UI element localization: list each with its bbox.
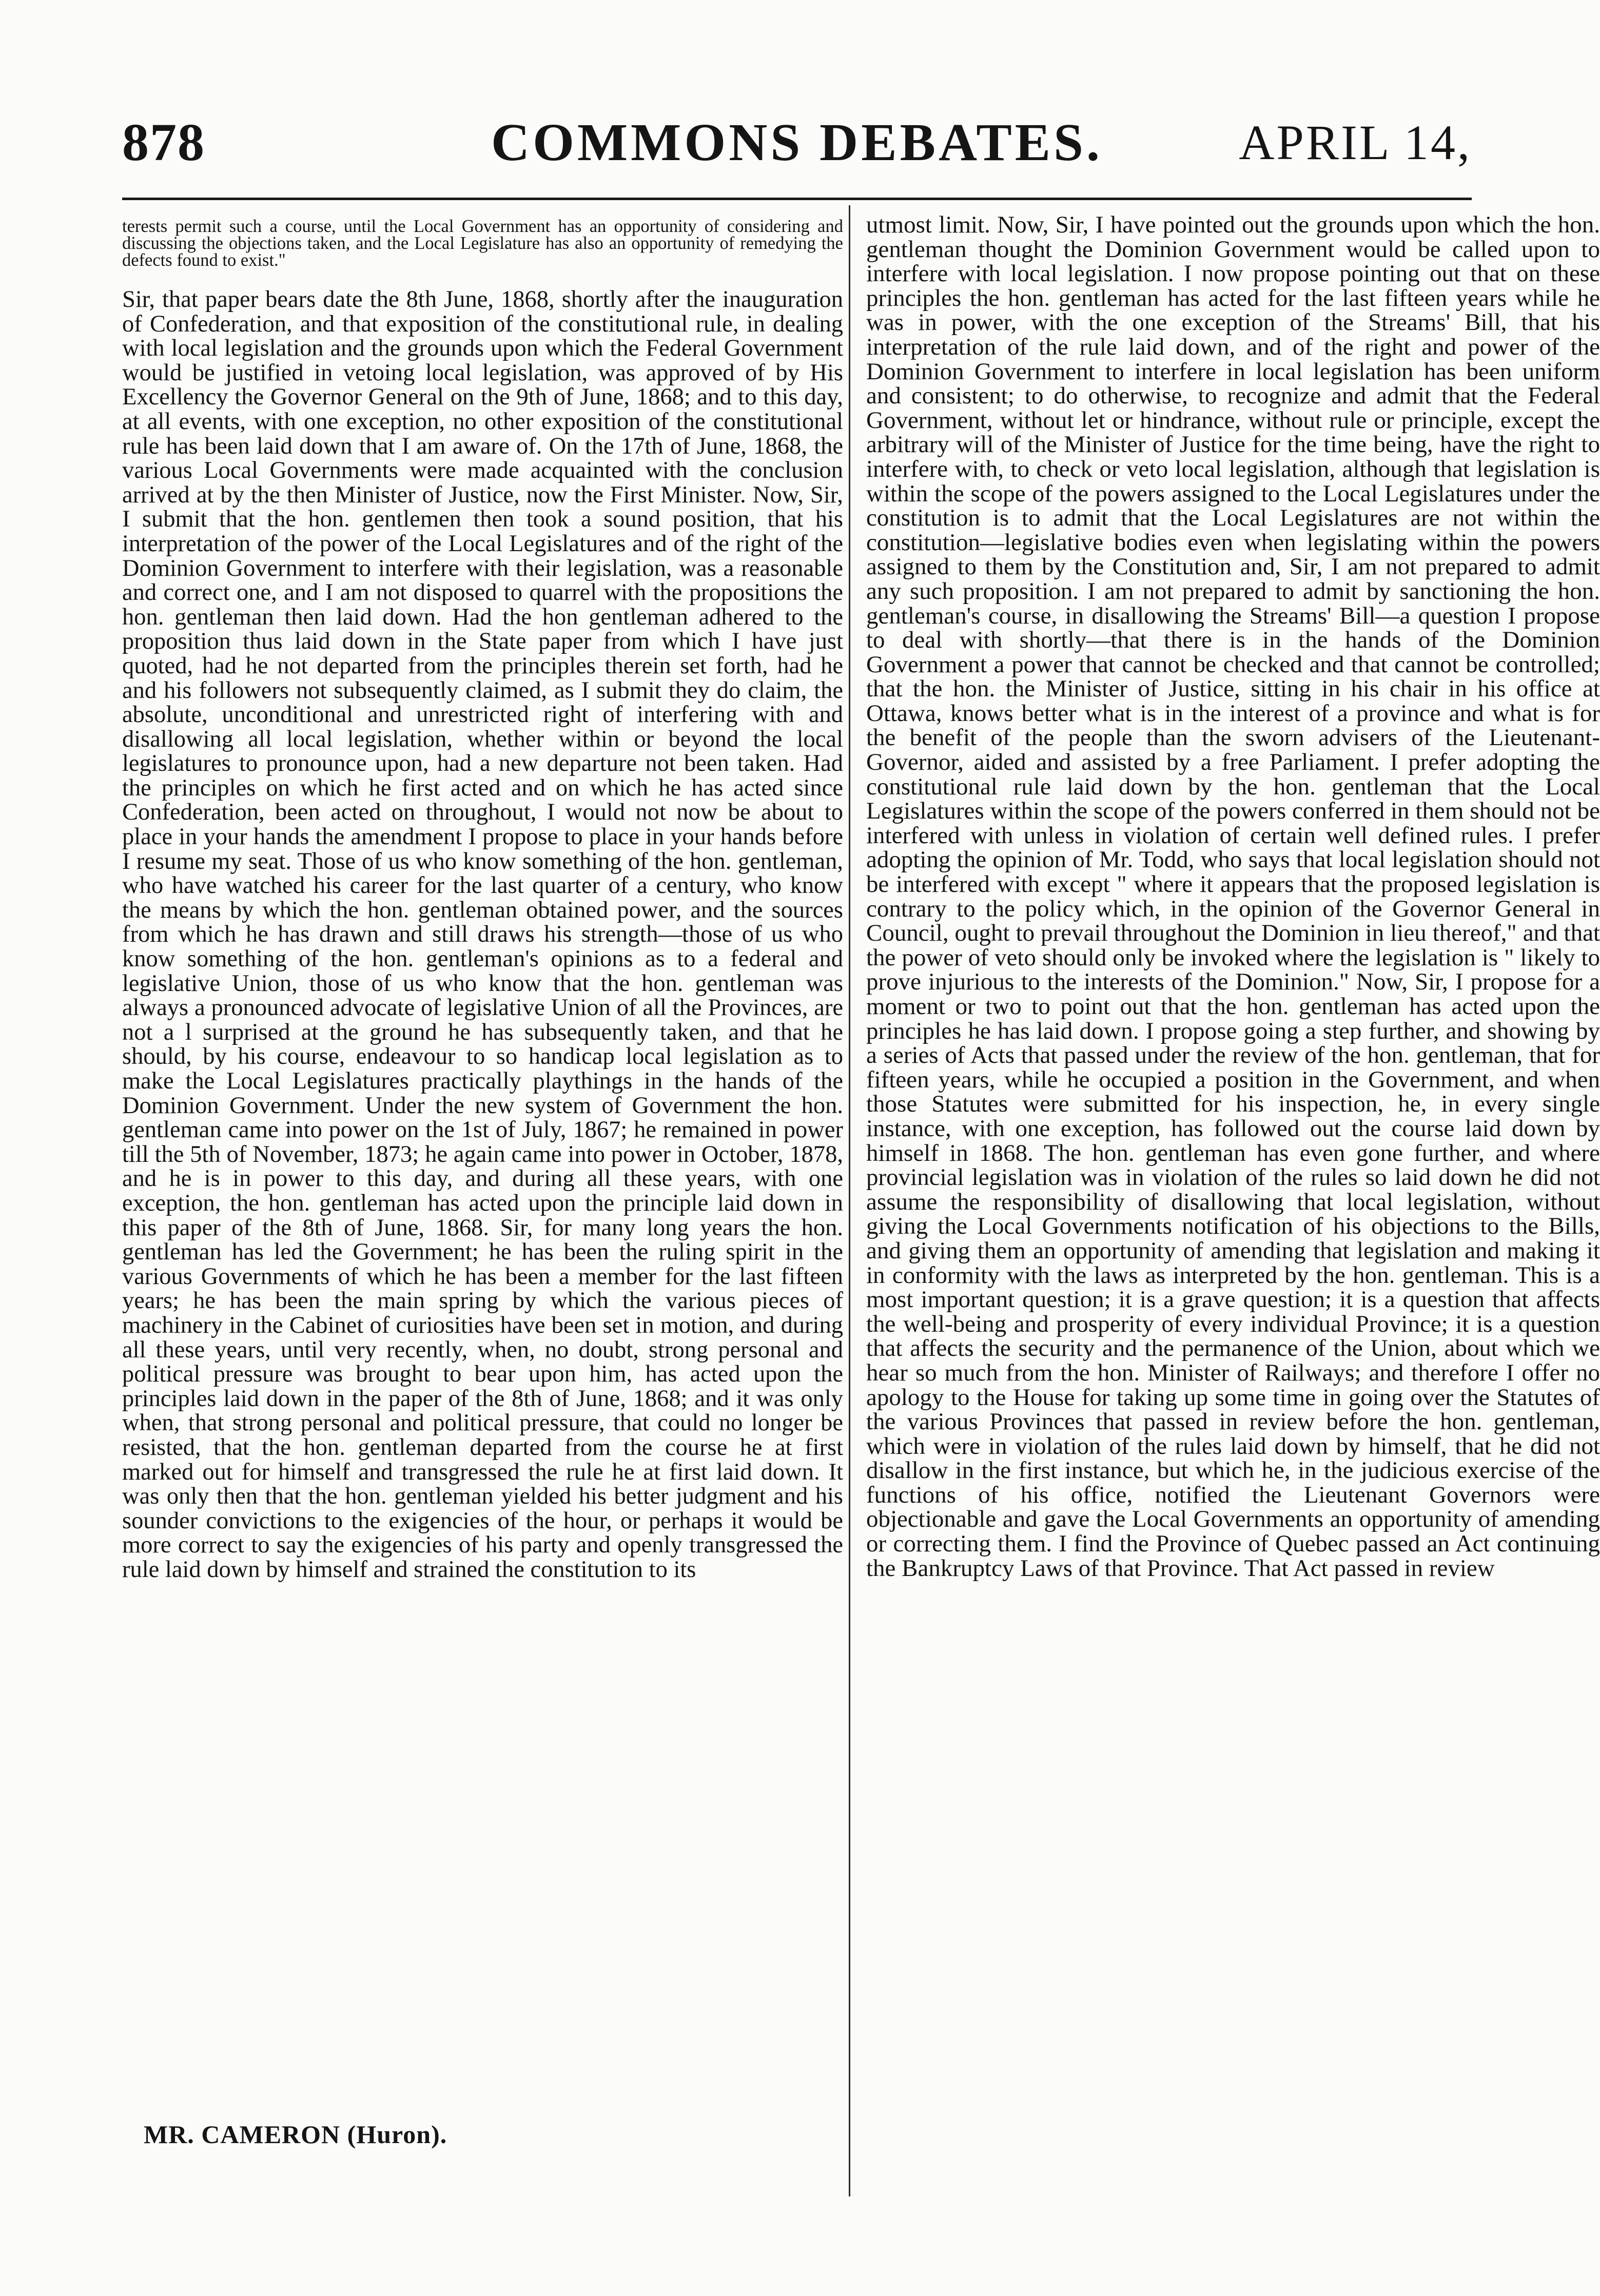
journal-title: COMMONS DEBATES. [491, 113, 1103, 172]
column-divider [849, 205, 850, 2196]
header-rule [122, 198, 1472, 200]
running-speaker: MR. CAMERON (Huron). [144, 2120, 447, 2149]
page-header [122, 112, 1472, 179]
left-column [122, 213, 843, 1582]
left-column-text: Sir, that paper bears date the 8th June, 1868, shortly after the inauguration of Confederation, and that exposition of the constitutional rule, in dealing with local legislation and the grounds upon which the Federal Government would be justified in vetoing local legislation, was approved of by His Excellency the Governor General on the 9th of June, 1868; and to this day, at all events, with one exception, no other exposition of the constitutional rule has been laid down that I am aware of. On the 17th of June, 1868, the various Local Governments were made acquainted with the conclusion arrived at by the then Minister of Justice, now the First Minister. Now, Sir, I submit that the hon. gentlemen then took a sound position, that his interpretation of the power of the Local Legislatures and of the right of the Dominion Government to interfere with their legislation, was a reasonable and correct one, and I am not disposed to quarrel with the propositions the hon. gentleman then laid down. Had the hon gentleman adhered to the proposition thus laid down in the State paper from which I have just quoted, had he not departed from the principles therein set forth, had he and his followers not subsequently claimed, as I submit they do claim, the absolute, unconditional and unrestricted right of interfering with and disallowing all local legislation, whether within or beyond the local legislatures to pronounce upon, had a new departure not been taken. Had the principles on which he first acted and on which he has acted since Confederation, been acted on throughout, I would not now be about to place in your hands the amendment I propose to place in your hands before I resume my seat. Those of us who know something of the hon. gentleman, who have watched his career for the last quarter of a century, who know the means by which the hon. gentleman obtained power, and the sources from which he has drawn and still draws his strength—those of us who know something of the hon. gentleman's opinions as to a federal and legislative Union, those of us who know that the hon. gentleman was always a pronounced advocate of legislative Union of all the Provinces, are not a l surprised at the ground he has subsequently taken, and that he should, by his course, endeavour to so handicap local legislation as to make the Local Legislatures practically playthings in the hands of the Dominion Government. Under the new system of Government the hon. gentleman came into power on the 1st of July, 1867; he remained in power till the 5th of November, 1873; he again came into power in October, 1878, and he is in power to this day, and during all these years, with one exception, the hon. gentleman has acted upon the principle laid down in this paper of the 8th of June, 1868. Sir, for many long years the hon. gentleman has led the Government; he has been the ruling spirit in the various Governments of which he has been a member for the last fifteen years; he has been the main spring by which the various pieces of machinery in the Cabinet of curiosities have been set in motion, and during all these years, until very recently, when, no doubt, strong personal and political pressure was brought to bear upon him, has acted upon the principles laid down in the paper of the 8th of June, 1868; and it was only when, that strong personal and political pressure, that could no longer be resisted, that the hon. gentleman departed from the course he at first marked out for himself and transgressed the rule he at first laid down. It was only then that the hon. gentleman yielded his better judgment and his sounder convictions to the exigencies of the hour, or perhaps it would be more correct to say the exigencies of his party and openly transgressed the rule laid down by himself and strained the constitution to its [122, 286, 843, 1583]
right-column [866, 213, 1600, 1581]
right-column-text: utmost limit. Now, Sir, I have pointed out the grounds upon which the hon. gentleman thought the Dominion Government would be called upon to interfere with local legislation. I now propose pointing out that on these principles the hon. gentleman has acted for the last fifteen years while he was in power, with the one exception of the Streams' Bill, that his interpretation of the rule laid down, and of the right and power of the Dominion Government to interfere in local legislation has been uniform and consistent; to do otherwise, to recognize and admit that the Federal Government, without let or hindrance, without rule or principle, except the arbitrary will of the Minister of Justice for the time being, have the right to interfere with, to check or veto local legislation, although that legislation is within the scope of the powers assigned to the Local Legislatures under the constitution is to admit that the Local Legislatures are not within the constitution—legislative bodies even when legislating within the powers assigned to them by the Constitution and, Sir, I am not prepared to admit any such proposition. I am not prepared to admit by sanctioning the hon. gentleman's course, in disallowing the Streams' Bill—a question I propose to deal with shortly—that there is in the hands of the Dominion Government a power that cannot be checked and that cannot be controlled; that the hon. the Minister of Justice, sitting in his chair in his office at Ottawa, knows better what is in the interest of a province and what is for the benefit of the people than the sworn advisers of the Lieutenant-Governor, aided and assisted by a free Parliament. I prefer adopting the constitutional rule laid down by the hon. gentleman that the Local Legislatures within the scope of the powers conferred in them should not be interfered with unless in violation of certain well defined rules. I prefer adopting the opinion of Mr. Todd, who says that local legislation should not be interfered with except " where it appears that the proposed legislation is contrary to the policy which, in the opinion of the Governor General in Council, ought to prevail throughout the Dominion in lieu thereof," and that the power of veto should only be invoked where the legislation is " likely to prove injurious to the interests of the Dominion." Now, Sir, I propose for a moment or two to point out that the hon. gentleman has acted upon the principles he has laid down. I propose going a step further, and showing by a series of Acts that passed under the review of the hon. gentleman, that for fifteen years, while he occupied a position in the Government, and when those Statutes were submitted for his inspection, he, in every single instance, with one exception, has followed out the course laid down by himself in 1868. The hon. gentleman has even gone further, and where provincial legislation was in violation of the rules so laid down he did not assume the responsibility of disallowing that local legislation, without giving the Local Governments notification of his objections to the Bills, and giving them an opportunity of amending that legislation and making it in conformity with the laws as interpreted by the hon. gentleman. This is a most important question; it is a grave question; it is a question that affects the well-being and prosperity of every individual Province; it is a question that affects the security and the permanence of the Union, about which we hear so much from the hon. Minister of Railways; and therefore I offer no apology to the House for taking up some time in going over the Statutes of the various Provinces that passed in review before the hon. gentleman, which were in violation of the rules laid down by himself, that he did not disallow in the first instance, but which he, in the judicious exercise of the functions of his office, notified the Lieutenant Governors were objectionable and gave the Local Governments an opportunity of amending or correcting them. I find the Province of Quebec passed an Act continuing the Bankruptcy Laws of that Province. That Act passed in review [866, 211, 1600, 1582]
page-date: APRIL 14, [1239, 115, 1472, 170]
quote-excerpt: terests permit such a course, until the Local Government has an opportunity of considering and discussing the objections taken, and the Local Legislature has also an opportunity of remedying the defects found to exist." [122, 217, 843, 270]
page-number: 878 [122, 113, 205, 172]
